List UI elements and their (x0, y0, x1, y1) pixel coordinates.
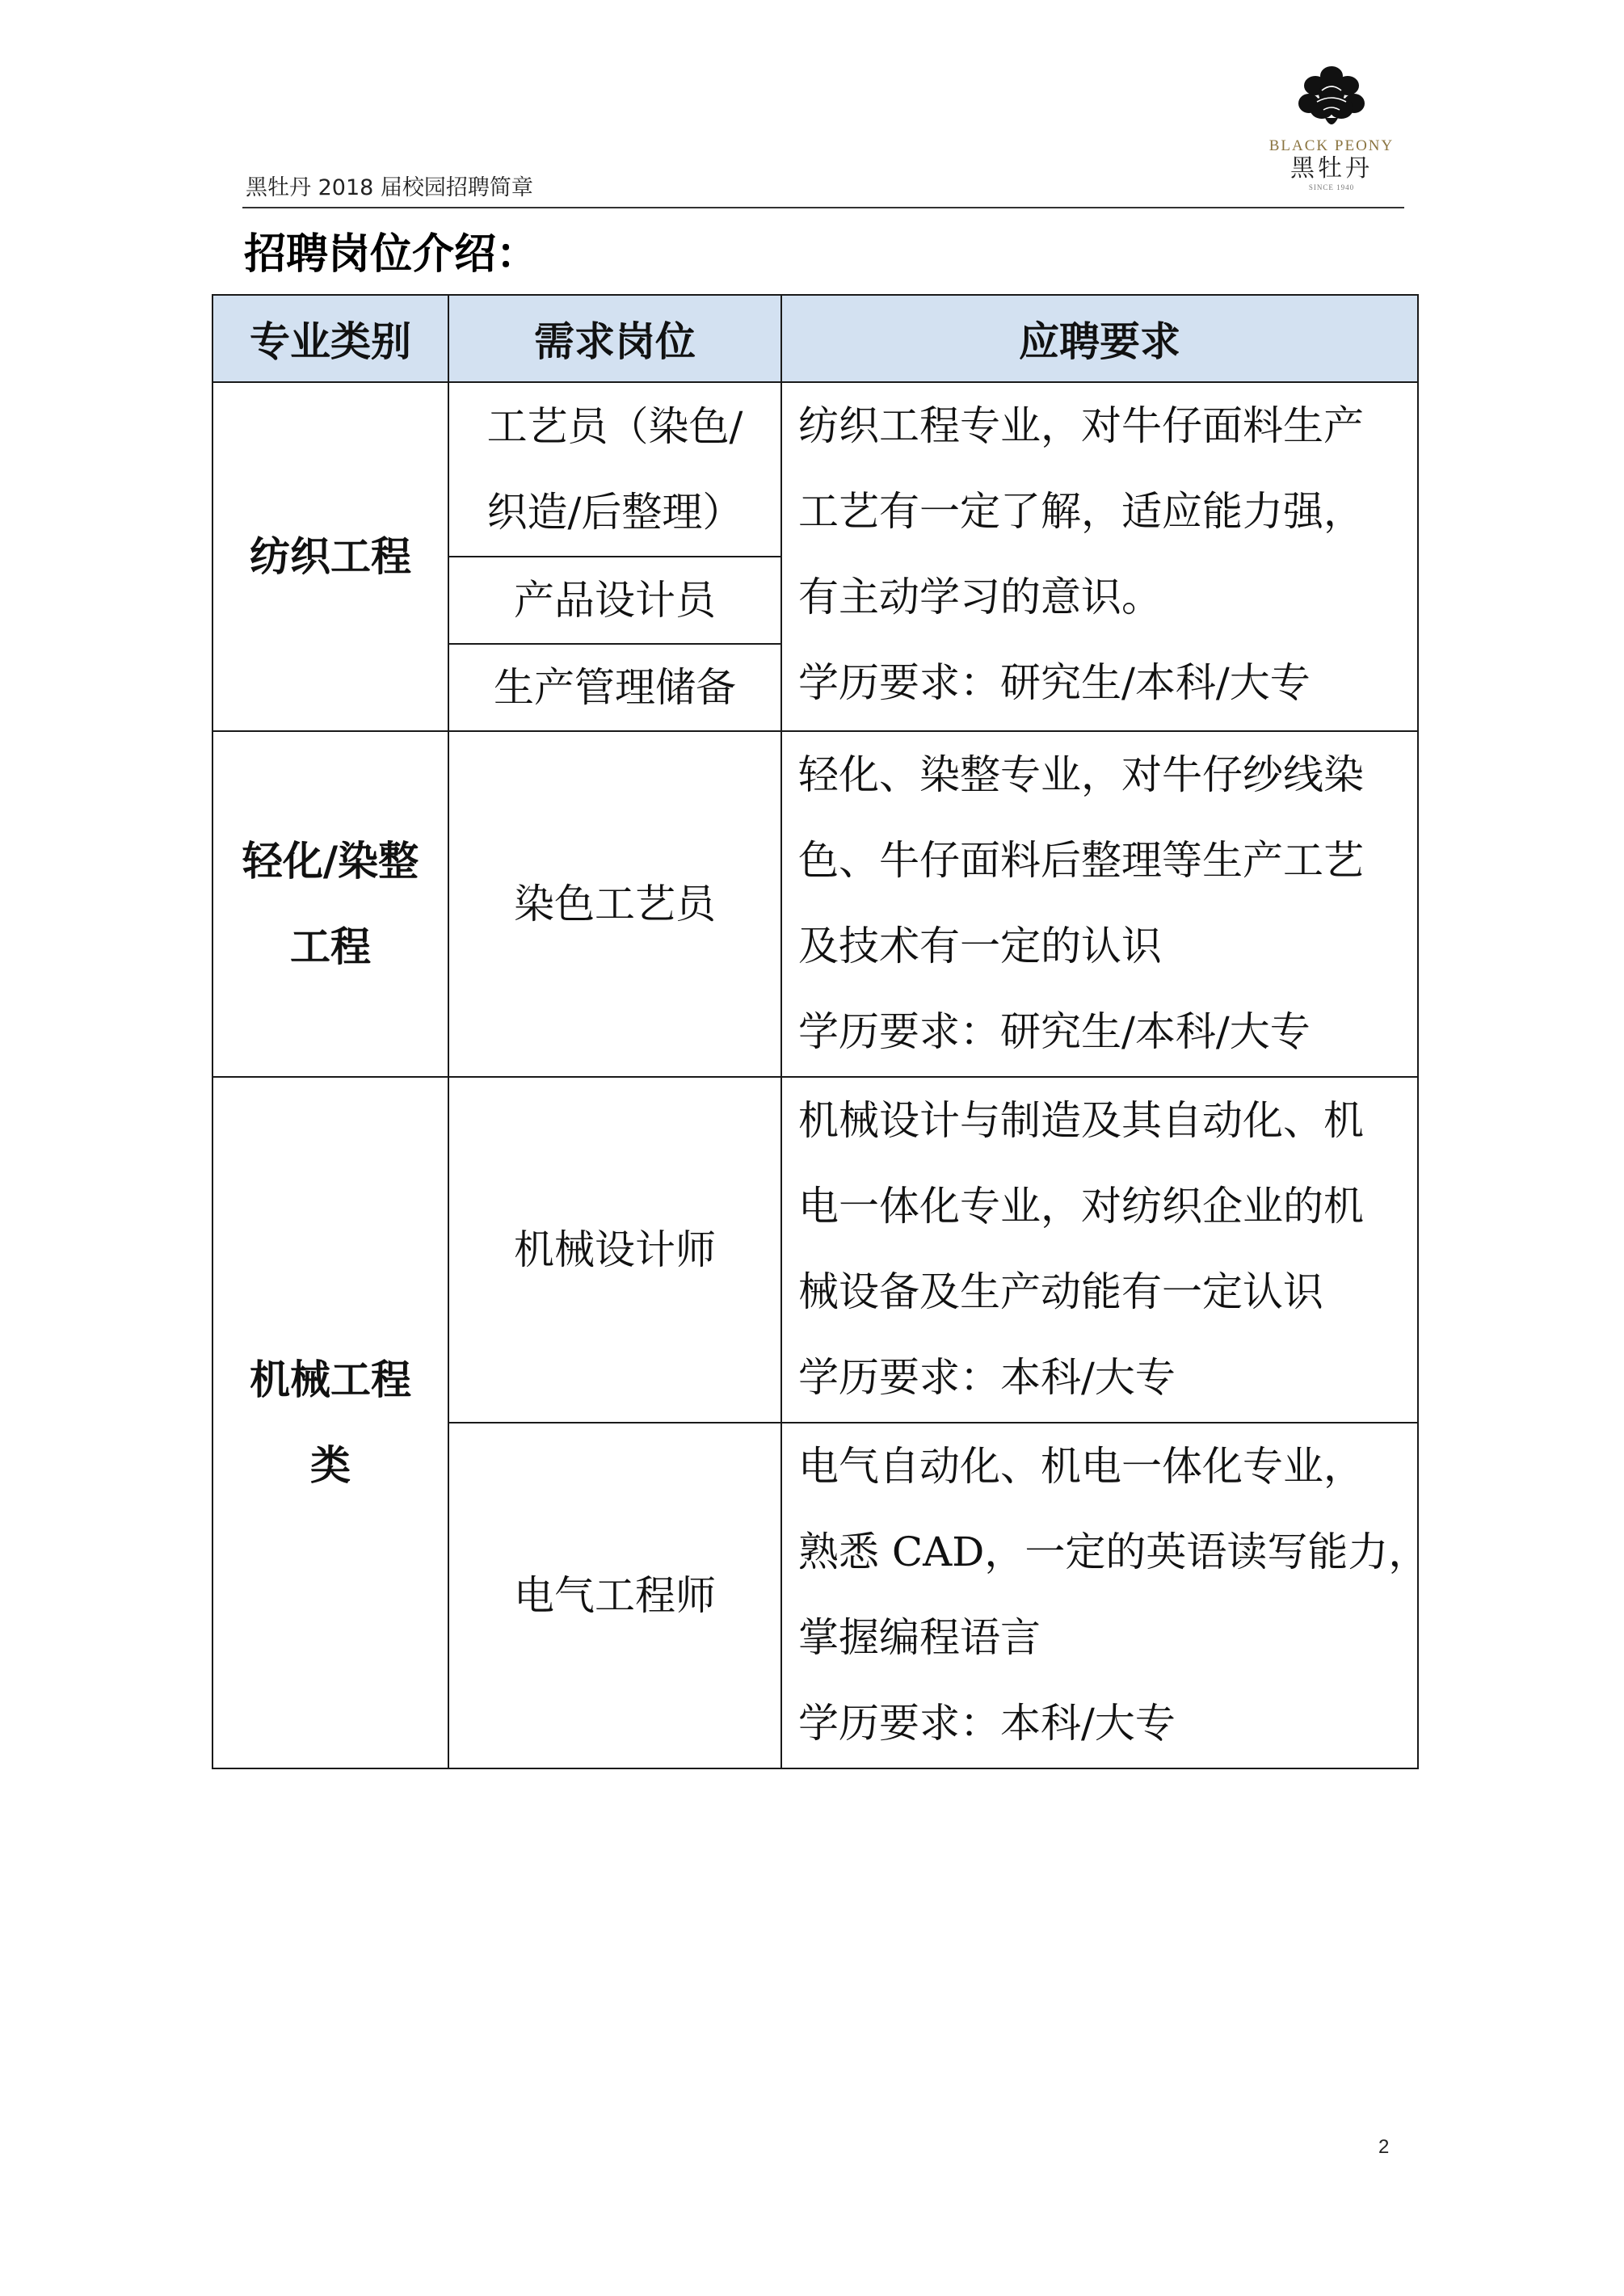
category-cell (212, 382, 448, 731)
header-divider (242, 207, 1404, 208)
requirements-cell (781, 1423, 1429, 1768)
category-line: 纺织工程 (250, 533, 411, 580)
requirement-line: 纺织工程专业，对牛仔面料生产 (798, 402, 1364, 449)
requirements-cell (781, 1077, 1418, 1423)
table-header-row (212, 295, 1418, 382)
position-line: 生产管理储备 (494, 664, 736, 711)
position-line: 染色工艺员 (514, 881, 716, 927)
page-number: 2 (1378, 2136, 1390, 2158)
category-line: 机械工程 (250, 1356, 411, 1403)
header-requirements: 应聘要求 (781, 295, 1418, 382)
requirement-line: 色、牛仔面料后整理等生产工艺 (798, 837, 1364, 884)
position-line: 机械设计师 (514, 1226, 716, 1273)
position-line: 电气工程师 (514, 1572, 716, 1619)
peony-flower-icon (1293, 58, 1370, 136)
header-position: 需求岗位 (448, 295, 781, 382)
category-line: 类 (310, 1442, 351, 1489)
logo-brand-english: BLACK PEONY (1268, 137, 1395, 154)
position-cell (448, 731, 781, 1077)
requirement-line: 轻化、染整专业，对牛仔纱线染 (798, 751, 1364, 798)
category-line: 轻化/染整 (242, 838, 419, 885)
requirement-line: 熟悉 CAD，一定的英语读写能力， (798, 1529, 1429, 1575)
position-cell (448, 644, 781, 731)
position-cell (448, 1077, 781, 1423)
requirement-line: 电气自动化、机电一体化专业， (798, 1443, 1364, 1490)
requirement-line: 电一体化专业，对纺织企业的机 (798, 1183, 1364, 1230)
position-cell (448, 557, 781, 644)
job-positions-table (212, 294, 1429, 1769)
requirement-line: 学历要求：本科/大专 (798, 1354, 1176, 1401)
company-logo (1251, 58, 1412, 197)
header-category: 专业类别 (212, 295, 448, 382)
position-cell (448, 382, 781, 557)
requirement-line: 及技术有一定的认识 (798, 923, 1162, 969)
section-title: 招聘岗位介绍： (244, 230, 539, 279)
position-line: 产品设计员 (514, 577, 716, 624)
table-row (212, 731, 1418, 1077)
logo-since-text: SINCE 1940 (1308, 183, 1355, 191)
position-line: 织造/后整理） (486, 489, 743, 536)
requirement-line: 学历要求：研究生/本科/大专 (798, 659, 1311, 706)
requirement-line: 学历要求：研究生/本科/大专 (798, 1008, 1311, 1055)
category-cell (212, 1077, 448, 1768)
category-cell (212, 731, 448, 1077)
requirement-line: 机械设计与制造及其自动化、机 (798, 1097, 1364, 1144)
requirement-line: 掌握编程语言 (798, 1614, 1041, 1661)
table-row (212, 1077, 1418, 1423)
running-header: 黑牡丹 2018 届校园招聘简章 (246, 175, 533, 200)
requirements-cell (781, 731, 1418, 1077)
table-row (212, 382, 1418, 557)
position-line: 工艺员（染色/ (486, 403, 743, 450)
requirement-line: 有主动学习的意识。 (798, 574, 1162, 620)
logo-brand-chinese: 黑牡丹 (1290, 154, 1373, 183)
requirement-line: 工艺有一定了解，适应能力强， (798, 488, 1364, 535)
requirements-cell (781, 382, 1418, 731)
requirement-line: 械设备及生产动能有一定认识 (798, 1268, 1323, 1315)
category-line: 工程 (290, 923, 371, 970)
requirement-line: 学历要求：本科/大专 (798, 1700, 1176, 1747)
position-cell (448, 1423, 781, 1768)
